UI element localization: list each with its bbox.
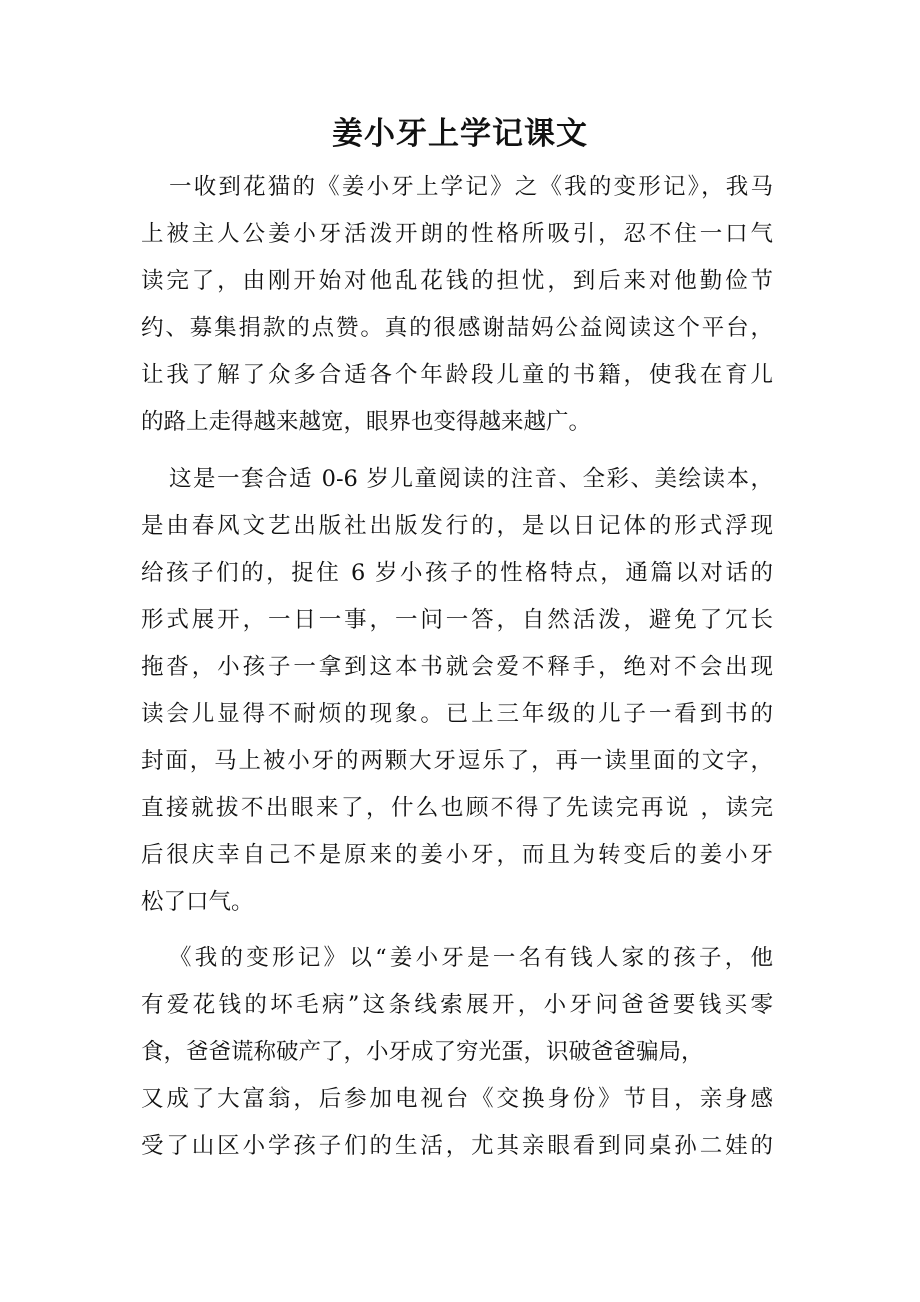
text-line: 约、募集捐款的点赞。真的很感谢喆妈公益阅读这个平台， — [141, 315, 773, 341]
document-title: 姜小牙上学记课文 — [332, 116, 588, 152]
text-line: 直接就拔不出眼来了，什么也顾不得了先读完再说 ，读完 — [141, 795, 773, 821]
text-line: 读完了，由刚开始对他乱花钱的担忧，到后来对他勤俭节 — [141, 268, 773, 294]
text-line: 又成了大富翁，后参加电视台《交换身份》节目，亲身感 — [141, 1086, 773, 1112]
text-line: 《我的变形记》以“姜小牙是一名有钱人家的孩子，他 — [169, 945, 773, 971]
text-line: 这是一套合适 0-6 岁儿童阅读的注音、全彩、美绘读本， — [169, 466, 773, 492]
text-line: 松了口气。 — [141, 889, 254, 915]
text-line: 拖沓，小孩子一拿到这本书就会爱不释手，绝对不会出现 — [141, 654, 773, 680]
text-line: 让我了解了众多合适各个年龄段儿童的书籍，使我在育儿 — [141, 362, 773, 388]
text-line: 给孩子们的，捉住 6 岁小孩子的性格特点，通篇以对话的 — [141, 560, 773, 586]
text-line: 封面，马上被小牙的两颗大牙逗乐了，再一读里面的文字， — [141, 748, 773, 774]
text-line: 上被主人公姜小牙活泼开朗的性格所吸引，忍不住一口气 — [141, 221, 773, 247]
text-line: 的路上走得越来越宽，眼界也变得越来越广。 — [141, 409, 592, 435]
text-line: 食，爸爸谎称破产了，小牙成了穷光蛋，识破爸爸骗局， — [141, 1039, 704, 1065]
paragraph-3 — [141, 935, 773, 1170]
paragraph-1 — [141, 164, 773, 446]
text-line: 后很庆幸自己不是原来的姜小牙，而且为转变后的姜小牙 — [141, 842, 773, 868]
text-line: 一收到花猫的《姜小牙上学记》之《我的变形记》，我马 — [169, 174, 773, 200]
text-line: 有爱花钱的坏毛病”这条线索展开，小牙问爸爸要钱买零 — [141, 992, 773, 1018]
text-line: 是由春风文艺出版社出版发行的，是以日记体的形式浮现 — [141, 513, 773, 539]
text-line: 形式展开，一日一事，一问一答，自然活泼，避免了冗长 — [141, 607, 773, 633]
paragraph-2 — [141, 456, 773, 926]
text-line: 读会儿显得不耐烦的现象。已上三年级的儿子一看到书的 — [141, 701, 773, 727]
text-line: 受了山区小学孩子们的生活，尤其亲眼看到同桌孙二娃的 — [141, 1133, 773, 1159]
